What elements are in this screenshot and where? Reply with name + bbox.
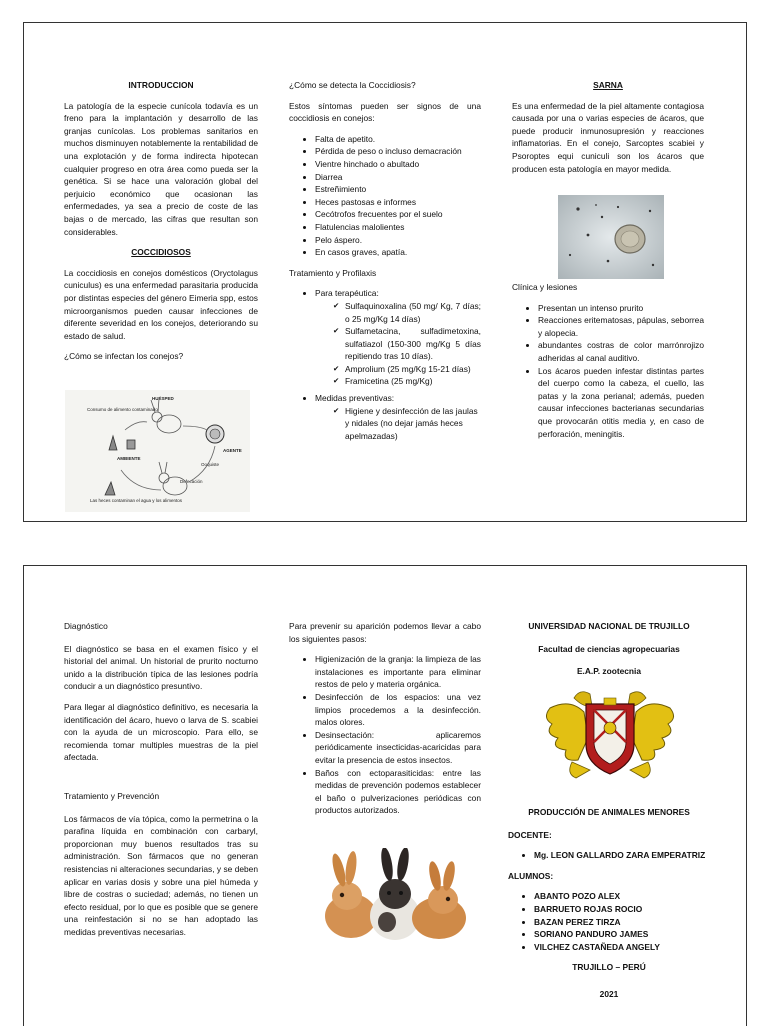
column-portada xyxy=(508,620,710,686)
list-item: • Baños con ectoparasiticidas: entre las medidas de prevención podemos establecer el baño o pulverizaciones periódicas con productos autorizados. xyxy=(315,767,481,817)
shield-icon xyxy=(586,698,634,774)
clinic-list xyxy=(512,302,704,441)
column-prevencion xyxy=(289,620,481,821)
alumnos-label: ALUMNOS: xyxy=(508,870,554,881)
list-item: • Vientre hinchado o abultado xyxy=(315,158,481,171)
detect-question: ¿Cómo se detecta la Coccidiosis? xyxy=(289,80,416,90)
diagram-ambiente-label: AMBIENTE xyxy=(117,456,141,461)
list-item: ✔ Sulfametacina, sulfadimetoxina, sulfatiazol (150-300 mg/Kg 5 días repitiendo tras 10 días). xyxy=(345,325,481,363)
rabbit-black-center-icon xyxy=(370,848,420,940)
therapy-label: Para terapéutica: xyxy=(315,288,379,299)
prevent-list xyxy=(315,405,481,443)
column-diagnostico xyxy=(64,620,258,946)
brochure-page-outside xyxy=(23,22,747,522)
sarna-text: Es una enfermedad de la piel altamente contagiosa causada por una o varias especies de ácaros, que puede producir inmunosupresión y reacciones inflamatorias. En el conejo, Sarcoptes scabiei y Psoroptes equi cuniculi son los ácaros que producen esta patología en mayor medida. xyxy=(512,100,704,174)
oocyst-icon xyxy=(206,425,224,443)
list-item: • Desinsectación: aplicaremos periódicamente insecticidas-acaricidas para evitar la presencia de estos insectos. xyxy=(315,729,481,767)
list-item: ✔ Framicetina (25 mg/Kg) xyxy=(345,375,481,388)
griffin-left-icon xyxy=(546,692,592,778)
column-clinica xyxy=(512,281,704,444)
diagnostico-text-1: El diagnóstico se basa en el examen físico y el historial del animal. Un historial de prurito nocturno unido a la distribución típica de las lesiones podría conducir a un diagnóstico presuntivo. xyxy=(64,643,258,692)
tratamiento-title: Tratamiento y Prevención xyxy=(64,790,160,801)
column-introduccion xyxy=(64,79,258,371)
school-name: E.A.P. zootecnia xyxy=(576,666,642,677)
treatment-list xyxy=(289,287,481,442)
diagnostico-text-2: Para llegar al diagnóstico definitivo, es necesaria la identificación del ácaro, huevo o larva de S. scabiei con la ayuda de un microscopio. Para ello, se recomienda tomar multiples muestras de la piel afectada. xyxy=(64,701,258,763)
coccidiosos-text: La coccidiosis en conejos domésticos (Oryctolagus cuniculus) es una enfermedad parasitaria producida por distintas especies del género Eimeria spp, estos microorganismos pueden causar infecciones de diferente severidad en los conejos, deteriorando su estado de salud. xyxy=(64,267,258,341)
list-item: • Estreñimiento xyxy=(315,183,481,196)
list-item xyxy=(315,287,481,388)
list-item: • En casos graves, apatía. xyxy=(315,246,481,259)
column-portada-info xyxy=(508,806,710,1009)
diagram-ooquiste-label: Ooquiste xyxy=(201,462,220,467)
list-item: • Presentan un intenso prurito xyxy=(538,302,704,315)
griffin-right-icon xyxy=(628,692,674,778)
university-name: UNIVERSIDAD NACIONAL DE TRUJILLO xyxy=(528,621,690,631)
diagram-agente-label: AGENTE xyxy=(223,448,242,453)
list-item: • Los ácaros pueden infestar distintas partes del cuerpo como la cabeza, el cuello, las patas y la zona perianal; además, pueden causar infecciones bacterianas secundarias que provocarán otitis media y, en caso de perforación, meningitis. xyxy=(538,365,704,441)
rabbits-photo xyxy=(317,848,472,944)
intro-title: INTRODUCCION xyxy=(128,80,194,90)
list-item: • Pelo áspero. xyxy=(315,234,481,247)
rabbit-orange-right-icon xyxy=(412,860,466,939)
brochure-page-inside xyxy=(23,565,747,1026)
column-sarna xyxy=(512,79,704,183)
diagram-defecacion-label: Defecación xyxy=(180,479,203,484)
list-item: • Falta de apetito. xyxy=(315,133,481,146)
list-item: • BAZAN PEREZ TIRZA xyxy=(534,916,710,929)
diagram-huesped-label: HUÉSPED xyxy=(152,396,174,401)
column-deteccion xyxy=(289,79,481,446)
infection-cycle-diagram xyxy=(65,390,250,512)
list-item: • ABANTO POZO ALEX xyxy=(534,890,710,903)
list-item: ✔ Amprolium (25 mg/Kg 15-21 días) xyxy=(345,363,481,376)
city-country: TRUJILLO – PERÚ xyxy=(572,962,646,973)
clinic-title: Clínica y lesiones xyxy=(512,282,578,292)
infect-question: ¿Cómo se infectan los conejos? xyxy=(64,351,184,362)
prevent-label: Medidas preventivas: xyxy=(315,393,395,404)
diagram-consumo-label: Consumo de alimento contaminado xyxy=(87,407,158,412)
list-item: • Cecótrofos frecuentes por el suelo xyxy=(315,208,481,221)
university-crest-logo xyxy=(540,678,680,784)
list-item xyxy=(315,392,481,442)
docente-label: DOCENTE: xyxy=(508,829,552,840)
list-item: • Flatulencias malolientes xyxy=(315,221,481,234)
sarna-title: SARNA xyxy=(593,80,623,90)
list-item: • VILCHEZ CASTAÑEDA ANGELY xyxy=(534,941,710,954)
list-item: ✔ Higiene y desinfección de las jaulas y nidales (no dejar jamás heces apelmazadas) xyxy=(345,405,481,443)
therapy-list xyxy=(315,300,481,388)
treatment-title: Tratamiento y Profilaxis xyxy=(289,267,377,278)
list-item: • Mg. LEON GALLARDO ZARA EMPERATRIZ xyxy=(534,849,710,862)
year: 2021 xyxy=(599,988,619,999)
symptoms-list xyxy=(289,133,481,259)
coccidiosos-title: COCCIDIOSOS xyxy=(131,247,191,258)
list-item: • Diarrea xyxy=(315,171,481,184)
list-item: • Higienización de la granja: la limpieza de las instalaciones es importante para eliminar restos de pelo y materia orgánica. xyxy=(315,653,481,691)
tratamiento-text: Los fármacos de vía tópica, como la permetrina o la parafina líquida en combinación con carbaryl, proporcionan muy buenos resultados tras su administración. Son fármacos que no generan resistencias ni alteraciones secundarias, y se deben aplicar en varias dosis y sobre una piel húmeda y libre de costras o suciedad; además, no tienen un efecto residual, por lo que es posible que se genere una reinfestación si no se han adoptado las medidas preventivas necesarias. xyxy=(64,813,258,937)
prevencion-intro: Para prevenir su aparición podemos llevar a cabo los siguientes pasos: xyxy=(289,621,481,644)
list-item: • Pérdida de peso o incluso demacración xyxy=(315,145,481,158)
prevencion-list xyxy=(289,653,481,817)
diagnostico-title: Diagnóstico xyxy=(64,621,108,631)
diagram-heces-label: Las heces contaminan el agua y los alimentos xyxy=(90,498,183,503)
faculty-name: Facultad de ciencias agropecuarias xyxy=(538,643,680,654)
list-item: • Reacciones eritematosas, pápulas, seborrea y alopecia. xyxy=(538,314,704,339)
list-item: • SORIANO PANDURO JAMES xyxy=(534,928,710,941)
course-name: PRODUCCIÓN DE ANIMALES MENORES xyxy=(528,807,690,817)
detect-text: Estos síntomas pueden ser signos de una coccidiosis en conejos: xyxy=(289,100,481,124)
list-item: • abundantes costras de color marrónrojizo adheridas al canal auditivo. xyxy=(538,339,704,364)
list-item: ✔ Sulfaquinoxalina (50 mg/ Kg, 7 días; o 25 mg/Kg 14 días) xyxy=(345,300,481,325)
rabbit-orange-left-icon xyxy=(325,850,377,938)
list-item: • Heces pastosas e informes xyxy=(315,196,481,209)
list-item: • BARRUETO ROJAS ROCIO xyxy=(534,903,710,916)
list-item: • Desinfección de los espacios: una vez limpios procedemos a la desinfección. malos olores. xyxy=(315,691,481,729)
mite-microscope-image xyxy=(558,195,664,279)
docente-list xyxy=(508,849,710,862)
alumnos-list xyxy=(508,890,710,953)
intro-text: La patología de la especie cunícola todavía es un freno para la implantación y desarrollo de las granjas cunícolas. Los problemas sanitarios en muchos disminuyen notablemente la rentabilidad de una explotación y de forma indirecta hipotecan cualquier progreso en otra área como pueda ser la genética. Si se hace una valoración global del perjuicio económico que ocasionan las enfermedades, ya sea a precio de coste de las bajas o de mercado, las cifras que resultan son considerables. xyxy=(64,100,258,237)
